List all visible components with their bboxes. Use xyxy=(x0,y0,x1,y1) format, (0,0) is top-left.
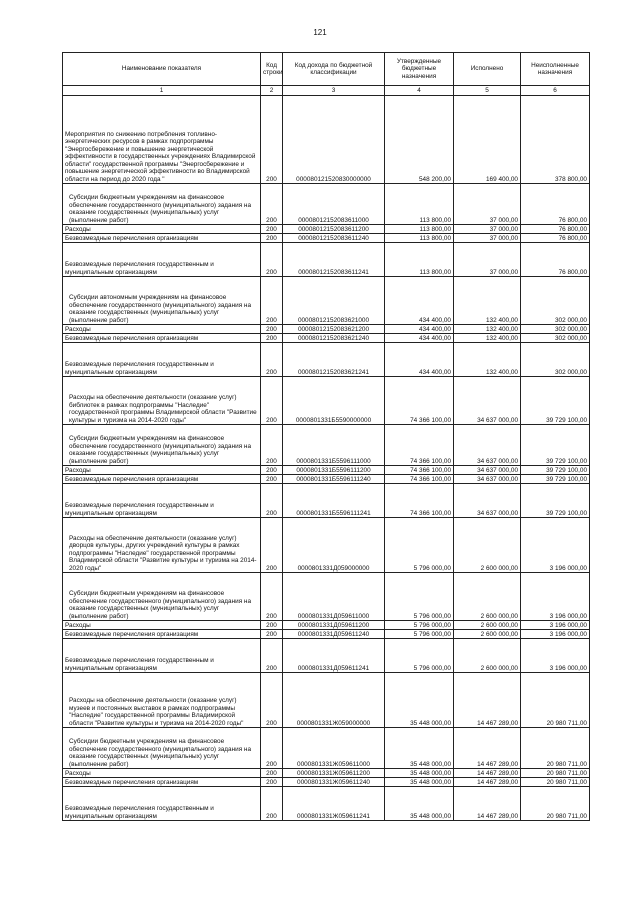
column-header-income-code: Код дохода по бюджетной классификации xyxy=(283,53,385,86)
row-remaining-amount: 302 000,00 xyxy=(521,325,590,334)
row-remaining-amount: 302 000,00 xyxy=(521,277,590,325)
row-line-code: 200 xyxy=(261,475,283,484)
row-remaining-amount: 39 729 100,00 xyxy=(521,475,590,484)
row-executed-amount: 14 467 289,00 xyxy=(454,787,521,821)
row-name: Безвозмездные перечисления государственным и муниципальным организациям xyxy=(63,639,261,673)
row-approved-amount: 548 200,00 xyxy=(385,96,454,184)
row-executed-amount: 2 600 000,00 xyxy=(454,621,521,630)
row-approved-amount: 35 448 000,00 xyxy=(385,728,454,769)
row-executed-amount: 2 600 000,00 xyxy=(454,518,521,573)
table-row xyxy=(63,484,590,518)
row-line-code: 200 xyxy=(261,96,283,184)
row-approved-amount: 113 800,00 xyxy=(385,225,454,234)
row-remaining-amount: 20 980 711,00 xyxy=(521,769,590,778)
row-executed-amount: 132 400,00 xyxy=(454,334,521,343)
row-executed-amount: 37 000,00 xyxy=(454,243,521,277)
row-line-code: 200 xyxy=(261,621,283,630)
row-remaining-amount: 76 800,00 xyxy=(521,225,590,234)
row-executed-amount: 14 467 289,00 xyxy=(454,778,521,787)
table-row xyxy=(63,425,590,466)
row-name: Расходы xyxy=(63,325,261,334)
row-remaining-amount: 20 980 711,00 xyxy=(521,673,590,728)
row-income-code: 0000801331Ж059611240 xyxy=(283,778,385,787)
row-name: Субсидии автономным учреждениям на финансовое обеспечение государственного (муниципального) задания на оказание государственных (муниципальных) услуг (выполнение работ) xyxy=(63,277,261,325)
table-row xyxy=(63,243,590,277)
row-line-code: 200 xyxy=(261,377,283,425)
row-income-code: 0000801331Ж059611200 xyxy=(283,769,385,778)
row-name: Безвозмездные перечисления государственным и муниципальным организациям xyxy=(63,243,261,277)
table-row xyxy=(63,325,590,334)
row-line-code: 200 xyxy=(261,573,283,621)
row-remaining-amount: 20 980 711,00 xyxy=(521,778,590,787)
column-number: 3 xyxy=(283,86,385,96)
row-remaining-amount: 76 800,00 xyxy=(521,234,590,243)
row-income-code: 0000801331Д059611200 xyxy=(283,621,385,630)
page-number: 121 xyxy=(313,28,327,37)
row-name: Безвозмездные перечисления организациям xyxy=(63,234,261,243)
row-remaining-amount: 302 000,00 xyxy=(521,343,590,377)
row-approved-amount: 35 448 000,00 xyxy=(385,769,454,778)
table-row xyxy=(63,621,590,630)
row-line-code: 200 xyxy=(261,243,283,277)
row-income-code: 0000801331Д059611240 xyxy=(283,630,385,639)
table-row xyxy=(63,728,590,769)
column-header-indicator-name: Наименование показателя xyxy=(63,53,261,86)
row-name: Субсидии бюджетным учреждениям на финансовое обеспечение государственного (муниципального) задания на оказание государственных (муниципальных) услуг (выполнение работ) xyxy=(63,184,261,225)
row-executed-amount: 37 000,00 xyxy=(454,184,521,225)
column-number-row xyxy=(63,86,590,96)
row-line-code: 200 xyxy=(261,630,283,639)
row-name: Субсидии бюджетным учреждениям на финансовое обеспечение государственного (муниципального) задания на оказание государственных (муниципальных) услуг (выполнение работ) xyxy=(63,728,261,769)
row-approved-amount: 5 796 000,00 xyxy=(385,630,454,639)
row-approved-amount: 35 448 000,00 xyxy=(385,787,454,821)
row-approved-amount: 434 400,00 xyxy=(385,277,454,325)
row-executed-amount: 132 400,00 xyxy=(454,343,521,377)
row-income-code: 00008012152083611200 xyxy=(283,225,385,234)
row-line-code: 200 xyxy=(261,184,283,225)
row-line-code: 200 xyxy=(261,769,283,778)
row-income-code: 00008012152083621200 xyxy=(283,325,385,334)
row-remaining-amount: 20 980 711,00 xyxy=(521,728,590,769)
table-row xyxy=(63,475,590,484)
row-remaining-amount: 39 729 100,00 xyxy=(521,377,590,425)
row-approved-amount: 113 800,00 xyxy=(385,184,454,225)
table-row xyxy=(63,787,590,821)
row-income-code: 0000801331Д059611000 xyxy=(283,573,385,621)
column-header-approved: Утвержденные бюджетные назначения xyxy=(385,53,454,86)
row-income-code: 00008012152083621241 xyxy=(283,343,385,377)
row-name: Расходы xyxy=(63,769,261,778)
row-line-code: 200 xyxy=(261,484,283,518)
row-income-code: 00008012152083611240 xyxy=(283,234,385,243)
table-row xyxy=(63,377,590,425)
row-line-code: 200 xyxy=(261,518,283,573)
column-number: 2 xyxy=(261,86,283,96)
row-name: Безвозмездные перечисления организациям xyxy=(63,778,261,787)
row-executed-amount: 34 637 000,00 xyxy=(454,475,521,484)
row-line-code: 200 xyxy=(261,466,283,475)
row-remaining-amount: 39 729 100,00 xyxy=(521,466,590,475)
row-line-code: 200 xyxy=(261,639,283,673)
row-remaining-amount: 3 196 000,00 xyxy=(521,573,590,621)
row-income-code: 0000801331Б5596111000 xyxy=(283,425,385,466)
row-remaining-amount: 39 729 100,00 xyxy=(521,484,590,518)
row-approved-amount: 5 796 000,00 xyxy=(385,518,454,573)
row-remaining-amount: 3 196 000,00 xyxy=(521,621,590,630)
row-income-code: 0000801331Ж059000000 xyxy=(283,673,385,728)
row-remaining-amount: 3 196 000,00 xyxy=(521,630,590,639)
table-row xyxy=(63,225,590,234)
row-executed-amount: 2 600 000,00 xyxy=(454,630,521,639)
row-approved-amount: 35 448 000,00 xyxy=(385,778,454,787)
table-row xyxy=(63,466,590,475)
row-line-code: 200 xyxy=(261,277,283,325)
row-remaining-amount: 20 980 711,00 xyxy=(521,787,590,821)
row-executed-amount: 132 400,00 xyxy=(454,277,521,325)
row-name: Безвозмездные перечисления организациям xyxy=(63,334,261,343)
budget-execution-table xyxy=(62,52,590,821)
row-name: Мероприятия по снижению потребления топливно-энергетических ресурсов в рамках подпрограммы "Энергосбережение и повышение энергетической эффективности в государственных учреждениях Владимирской области" государственной программы "Энергосбережение и повышение энергетической эффективности во Владимирской области на период до 2020 года " xyxy=(63,96,261,184)
row-income-code: 0000801331Ж059611000 xyxy=(283,728,385,769)
table-row xyxy=(63,96,590,184)
row-remaining-amount: 3 196 000,00 xyxy=(521,518,590,573)
row-executed-amount: 14 467 289,00 xyxy=(454,769,521,778)
row-executed-amount: 14 467 289,00 xyxy=(454,673,521,728)
column-number: 6 xyxy=(521,86,590,96)
column-header-line-code: Код строки xyxy=(261,53,283,86)
row-name: Расходы на обеспечение деятельности (оказание услуг) библиотек в рамках подпрограммы "Наследие" государственной программы Владимирской области "Развитие культуры и туризма на 2014-2020 годы" xyxy=(63,377,261,425)
row-approved-amount: 113 800,00 xyxy=(385,234,454,243)
table-row xyxy=(63,277,590,325)
table-row xyxy=(63,234,590,243)
row-executed-amount: 34 637 000,00 xyxy=(454,484,521,518)
row-approved-amount: 74 366 100,00 xyxy=(385,484,454,518)
row-income-code: 0000801331Б5596111241 xyxy=(283,484,385,518)
row-name: Расходы xyxy=(63,225,261,234)
column-number: 4 xyxy=(385,86,454,96)
row-income-code: 00008012152083621000 xyxy=(283,277,385,325)
row-remaining-amount: 302 000,00 xyxy=(521,334,590,343)
row-approved-amount: 74 366 100,00 xyxy=(385,475,454,484)
table-row xyxy=(63,184,590,225)
row-name: Безвозмездные перечисления организациям xyxy=(63,630,261,639)
row-executed-amount: 2 600 000,00 xyxy=(454,573,521,621)
row-approved-amount: 5 796 000,00 xyxy=(385,621,454,630)
row-income-code: 0000801331Д059000000 xyxy=(283,518,385,573)
row-executed-amount: 34 637 000,00 xyxy=(454,377,521,425)
row-remaining-amount: 76 800,00 xyxy=(521,243,590,277)
table-row xyxy=(63,673,590,728)
row-line-code: 200 xyxy=(261,234,283,243)
row-income-code: 000080121520830000000 xyxy=(283,96,385,184)
row-income-code: 0000801331Б5590000000 xyxy=(283,377,385,425)
row-executed-amount: 2 600 000,00 xyxy=(454,639,521,673)
table-row xyxy=(63,630,590,639)
row-income-code: 00008012152083621240 xyxy=(283,334,385,343)
row-approved-amount: 74 366 100,00 xyxy=(385,425,454,466)
row-name: Субсидии бюджетным учреждениям на финансовое обеспечение государственного (муниципального) задания на оказание государственных (муниципальных) услуг (выполнение работ) xyxy=(63,573,261,621)
row-name: Расходы на обеспечение деятельности (оказание услуг) музеев и постоянных выставок в рамках подпрограммы "Наследие" государственной программы Владимирской области "Развитие культуры и туризма на 2014-2020 годы" xyxy=(63,673,261,728)
row-approved-amount: 5 796 000,00 xyxy=(385,573,454,621)
column-header-remaining: Неисполненные назначения xyxy=(521,53,590,86)
row-income-code: 0000801331Б5596111200 xyxy=(283,466,385,475)
row-approved-amount: 35 448 000,00 xyxy=(385,673,454,728)
column-header-executed: Исполнено xyxy=(454,53,521,86)
row-approved-amount: 434 400,00 xyxy=(385,334,454,343)
row-approved-amount: 5 796 000,00 xyxy=(385,639,454,673)
row-line-code: 200 xyxy=(261,787,283,821)
row-approved-amount: 434 400,00 xyxy=(385,343,454,377)
table-row xyxy=(63,639,590,673)
column-number: 1 xyxy=(63,86,261,96)
row-line-code: 200 xyxy=(261,673,283,728)
row-executed-amount: 37 000,00 xyxy=(454,225,521,234)
row-executed-amount: 132 400,00 xyxy=(454,325,521,334)
row-income-code: 00008012152083611241 xyxy=(283,243,385,277)
row-name: Безвозмездные перечисления государственным и муниципальным организациям xyxy=(63,484,261,518)
table-row xyxy=(63,334,590,343)
row-name: Безвозмездные перечисления государственным и муниципальным организациям xyxy=(63,343,261,377)
table-row xyxy=(63,778,590,787)
row-line-code: 200 xyxy=(261,225,283,234)
row-income-code: 0000801331Ж059611241 xyxy=(283,787,385,821)
row-executed-amount: 169 400,00 xyxy=(454,96,521,184)
row-line-code: 200 xyxy=(261,425,283,466)
row-name: Субсидии бюджетным учреждениям на финансовое обеспечение государственного (муниципального) задания на оказание государственных (муниципальных) услуг (выполнение работ) xyxy=(63,425,261,466)
row-executed-amount: 34 637 000,00 xyxy=(454,425,521,466)
row-remaining-amount: 3 196 000,00 xyxy=(521,639,590,673)
row-income-code: 00008012152083611000 xyxy=(283,184,385,225)
row-executed-amount: 37 000,00 xyxy=(454,234,521,243)
row-executed-amount: 34 637 000,00 xyxy=(454,466,521,475)
row-line-code: 200 xyxy=(261,334,283,343)
row-line-code: 200 xyxy=(261,778,283,787)
table-row xyxy=(63,518,590,573)
column-number: 5 xyxy=(454,86,521,96)
row-name: Расходы на обеспечение деятельности (оказание услуг) дворцов культуры, других учреждений культуры в рамках подпрограммы "Наследие" государственной программы Владимирской области "Развитие культуры и туризма на 2014-2020 годы" xyxy=(63,518,261,573)
header-row xyxy=(63,53,590,86)
row-approved-amount: 113 800,00 xyxy=(385,243,454,277)
table-row xyxy=(63,343,590,377)
row-approved-amount: 74 366 100,00 xyxy=(385,377,454,425)
row-remaining-amount: 378 800,00 xyxy=(521,96,590,184)
row-line-code: 200 xyxy=(261,343,283,377)
row-executed-amount: 14 467 289,00 xyxy=(454,728,521,769)
row-name: Безвозмездные перечисления государственным и муниципальным организациям xyxy=(63,787,261,821)
row-remaining-amount: 39 729 100,00 xyxy=(521,425,590,466)
row-remaining-amount: 76 800,00 xyxy=(521,184,590,225)
row-name: Безвозмездные перечисления организациям xyxy=(63,475,261,484)
row-approved-amount: 74 366 100,00 xyxy=(385,466,454,475)
row-approved-amount: 434 400,00 xyxy=(385,325,454,334)
row-line-code: 200 xyxy=(261,728,283,769)
row-income-code: 0000801331Д059611241 xyxy=(283,639,385,673)
table-row xyxy=(63,769,590,778)
row-name: Расходы xyxy=(63,466,261,475)
row-name: Расходы xyxy=(63,621,261,630)
table-row xyxy=(63,573,590,621)
row-income-code: 0000801331Б5596111240 xyxy=(283,475,385,484)
row-line-code: 200 xyxy=(261,325,283,334)
